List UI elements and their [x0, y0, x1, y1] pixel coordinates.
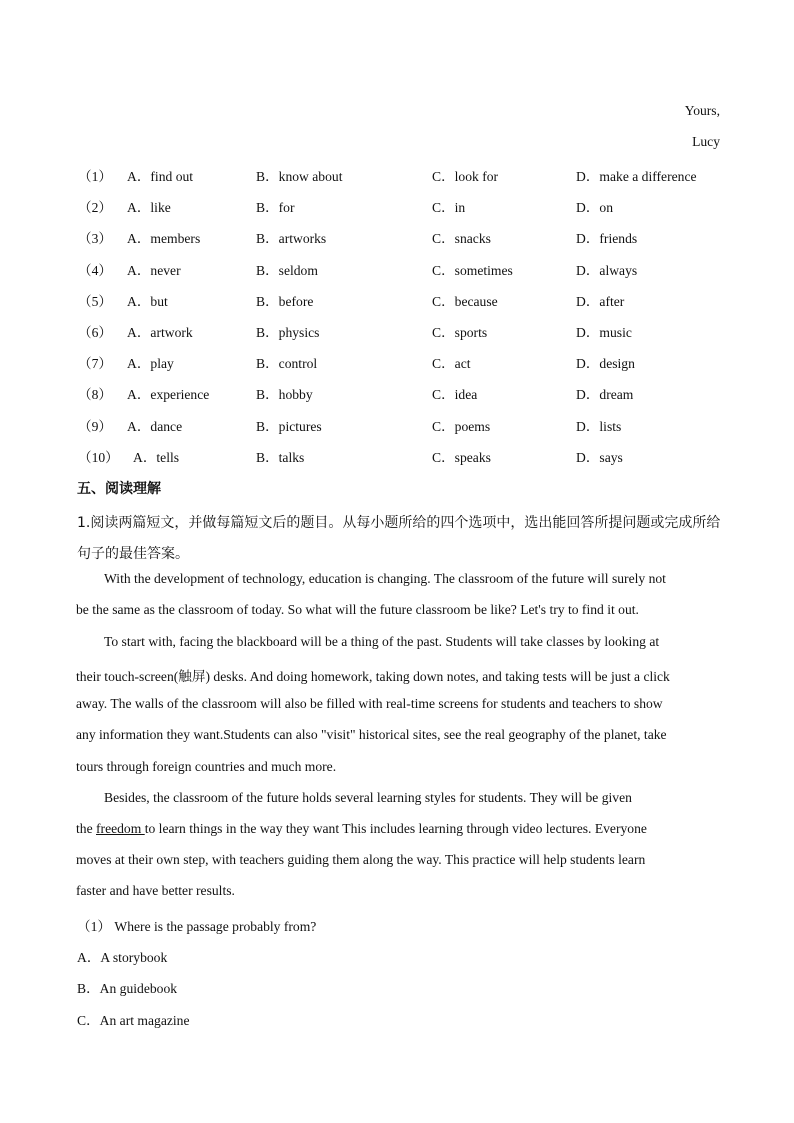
option-row	[78, 352, 738, 383]
question-number: （7）	[78, 356, 112, 372]
option-a: A．artwork	[127, 324, 193, 340]
passage-line: moves at their own step, with teachers guiding them along the way. This practice will help students learn	[76, 852, 646, 867]
option-a: A．play	[127, 356, 174, 372]
option-b: B．artworks	[256, 231, 327, 247]
option-b: B．know about	[256, 169, 343, 184]
question-number: （6）	[78, 324, 112, 340]
option-b: B．seldom	[256, 262, 318, 278]
option-a: A．tells	[133, 449, 180, 465]
option-row	[78, 165, 738, 196]
option-b: B．physics	[256, 324, 320, 340]
option-d: D．friends	[576, 231, 638, 247]
option-row	[78, 259, 738, 290]
option-row	[78, 290, 738, 321]
option-a: A．dance	[127, 418, 183, 434]
option-c: C．poems	[432, 418, 491, 434]
passage-line	[76, 821, 647, 837]
option-a: A．like	[127, 200, 171, 216]
option-c: C．sometimes	[432, 262, 513, 278]
option-row	[78, 383, 738, 414]
underlined-word: freedom	[96, 821, 145, 836]
option-d: D．on	[576, 200, 614, 216]
question-number: （10）	[78, 449, 119, 465]
passage-line: With the development of technology, education is changing. The classroom of the future will surely not	[104, 571, 666, 586]
option-c: C．look for	[432, 169, 499, 184]
answer-option-c: C．An art magazine	[77, 1013, 190, 1028]
option-row	[78, 196, 738, 227]
option-c: C．in	[432, 200, 466, 216]
option-d: D．says	[576, 449, 623, 465]
option-c: C．snacks	[432, 231, 491, 247]
question-number: （9）	[78, 418, 112, 434]
question-number: （8）	[78, 387, 112, 403]
option-d: D．dream	[576, 387, 634, 403]
passage-line: be the same as the classroom of today. So what will the future classroom be like? Let's try to find it out.	[76, 602, 639, 617]
answer-option-b: B．An guidebook	[77, 981, 178, 996]
option-c: C．because	[432, 293, 498, 309]
option-d: D．after	[576, 293, 625, 309]
passage-text: the	[76, 821, 97, 836]
option-c: C．speaks	[432, 449, 491, 465]
option-c: C．act	[432, 356, 471, 372]
option-c: C．idea	[432, 387, 478, 403]
passage-line: their touch-screen(触屏) desks. And doing homework, taking down notes, and taking tests will be just a click	[76, 669, 670, 684]
option-b: B．control	[256, 356, 318, 372]
question-number: （5）	[78, 293, 112, 309]
section-instructions: 1.阅读两篇短文，并做每篇短文后的题目。从每小题所给的四个选项中，选出能回答所提问题或完成所给句子的最佳答案。	[77, 515, 721, 562]
option-d: D．lists	[576, 418, 622, 434]
option-a: A．but	[127, 293, 168, 309]
letter-closing: Yours,	[684, 103, 720, 118]
passage-line: Besides, the classroom of the future holds several learning styles for students. They will be given	[104, 790, 632, 805]
option-b: B．hobby	[256, 387, 313, 403]
option-a: A．never	[127, 262, 181, 278]
option-row	[78, 415, 738, 446]
option-a: A．members	[127, 231, 201, 247]
passage-text: to learn things in the way they want This includes learning through video lectures. Everyone	[144, 821, 647, 836]
letter-signature: Lucy	[692, 134, 720, 149]
passage-line: To start with, facing the blackboard will be a thing of the past. Students will take classes by looking at	[104, 634, 660, 649]
option-d: D．always	[576, 262, 638, 278]
answer-option-a: A．A storybook	[77, 950, 168, 965]
passage-line: any information they want.Students can also "visit" historical sites, see the real geography of the planet, take	[76, 727, 667, 742]
options-table	[78, 165, 738, 477]
question-number: （1）	[78, 169, 112, 184]
option-a: A．find out	[127, 169, 194, 184]
option-row	[78, 227, 738, 258]
option-b: B．talks	[256, 449, 305, 465]
passage-line: faster and have better results.	[76, 883, 235, 898]
option-d: D．make a difference	[576, 169, 697, 184]
passage-line: away. The walls of the classroom will also be filled with real-time screens for students and teachers to show	[76, 696, 663, 711]
option-d: D．design	[576, 356, 635, 372]
option-d: D．music	[576, 324, 632, 340]
section-heading: 五、阅读理解	[77, 481, 161, 497]
option-row	[78, 321, 738, 352]
option-b: B．pictures	[256, 418, 322, 434]
question-number: （3）	[78, 231, 112, 247]
option-row	[78, 446, 738, 477]
option-b: B．before	[256, 293, 314, 309]
question-stem: （1） Where is the passage probably from?	[77, 919, 317, 934]
option-c: C．sports	[432, 324, 488, 340]
question-number: （2）	[78, 200, 112, 216]
option-a: A．experience	[127, 387, 210, 403]
passage-line: tours through foreign countries and much more.	[76, 759, 337, 774]
question-number: （4）	[78, 262, 112, 278]
option-b: B．for	[256, 200, 295, 216]
